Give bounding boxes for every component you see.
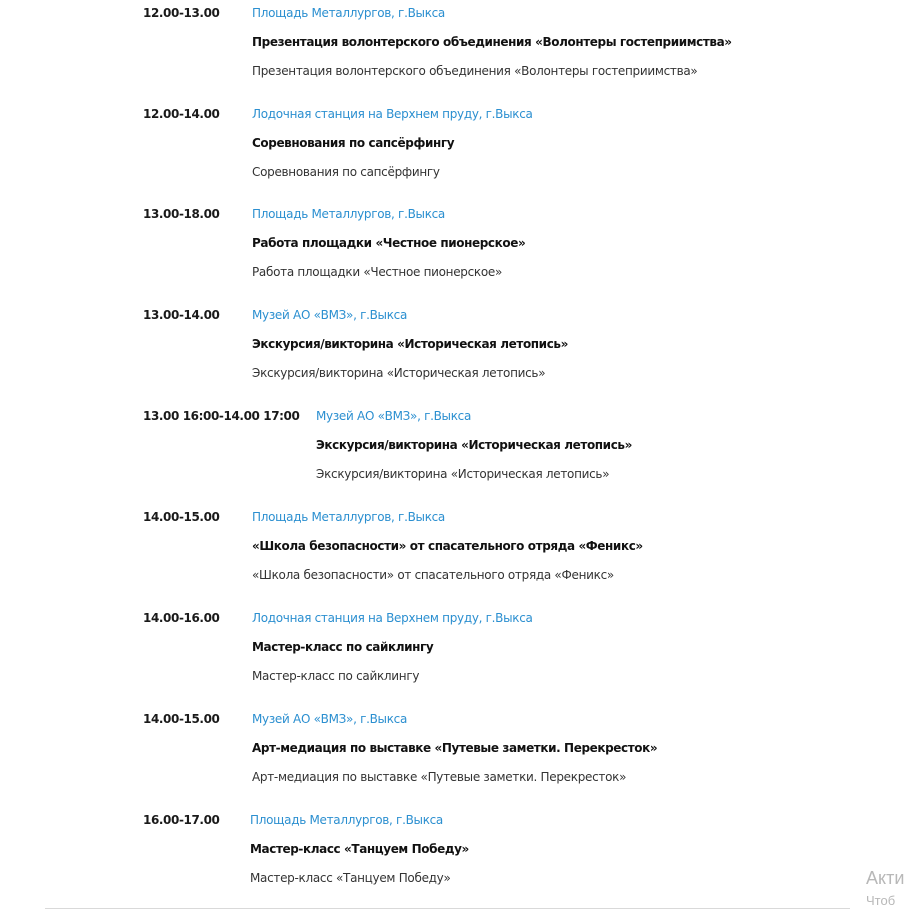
event-place-link[interactable]: Лодочная станция на Верхнем пруду, г.Выкса [252, 107, 533, 121]
schedule-event [0, 706, 899, 806]
event-time: 13.00-18.00 [143, 207, 220, 221]
event-title: Презентация волонтерского объединения «Волонтеры гостеприимства» [252, 35, 732, 49]
event-description: Мастер-класс по сайклингу [252, 669, 420, 683]
schedule-event [0, 201, 899, 301]
event-description: Экскурсия/викторина «Историческая летопись» [252, 366, 546, 380]
event-title: «Школа безопасности» от спасательного отряда «Феникс» [252, 539, 643, 553]
event-place-link[interactable]: Музей АО «ВМЗ», г.Выкса [252, 308, 408, 322]
event-time: 13.00 16:00-14.00 17:00 [143, 409, 300, 423]
event-description: Мастер-класс «Танцуем Победу» [250, 871, 451, 885]
event-title: Мастер-класс по сайклингу [252, 640, 434, 654]
activation-watermark-text: Чтоб [866, 893, 896, 908]
event-time: 16.00-17.00 [143, 813, 220, 827]
event-time: 14.00-15.00 [143, 510, 220, 524]
schedule-event [0, 605, 899, 705]
schedule-event [0, 807, 899, 907]
event-time: 12.00-13.00 [143, 6, 220, 20]
event-place-link[interactable]: Лодочная станция на Верхнем пруду, г.Выкса [252, 611, 533, 625]
schedule-event [0, 101, 899, 201]
event-title: Мастер-класс «Танцуем Победу» [250, 842, 469, 856]
event-place-link[interactable]: Музей АО «ВМЗ», г.Выкса [252, 712, 408, 726]
event-place-link[interactable]: Площадь Металлургов, г.Выкса [252, 207, 445, 221]
event-place-link[interactable]: Площадь Металлургов, г.Выкса [252, 6, 445, 20]
event-description: «Школа безопасности» от спасательного отряда «Феникс» [252, 568, 614, 582]
schedule-event [0, 0, 899, 100]
event-place-link[interactable]: Площадь Металлургов, г.Выкса [252, 510, 445, 524]
schedule-event [0, 504, 899, 604]
event-description: Арт-медиация по выставке «Путевые заметки. Перекресток» [252, 770, 627, 784]
activation-watermark-title: Акти [866, 868, 904, 888]
event-title: Работа площадки «Честное пионерское» [252, 236, 526, 250]
event-title: Соревнования по сапсёрфингу [252, 136, 455, 150]
event-title: Арт-медиация по выставке «Путевые заметки. Перекресток» [252, 741, 658, 755]
footer-divider [45, 908, 850, 909]
event-time: 14.00-16.00 [143, 611, 220, 625]
event-place-link[interactable]: Площадь Металлургов, г.Выкса [250, 813, 443, 827]
event-title: Экскурсия/викторина «Историческая летопись» [252, 337, 568, 351]
event-description: Экскурсия/викторина «Историческая летопись» [316, 467, 610, 481]
event-description: Презентация волонтерского объединения «Волонтеры гостеприимства» [252, 64, 698, 78]
schedule-event [0, 302, 899, 402]
event-time: 13.00-14.00 [143, 308, 220, 322]
event-time: 14.00-15.00 [143, 712, 220, 726]
event-time: 12.00-14.00 [143, 107, 220, 121]
event-description: Соревнования по сапсёрфингу [252, 165, 440, 179]
event-description: Работа площадки «Честное пионерское» [252, 265, 503, 279]
schedule-event [0, 403, 899, 503]
event-title: Экскурсия/викторина «Историческая летопись» [316, 438, 632, 452]
event-place-link[interactable]: Музей АО «ВМЗ», г.Выкса [316, 409, 472, 423]
